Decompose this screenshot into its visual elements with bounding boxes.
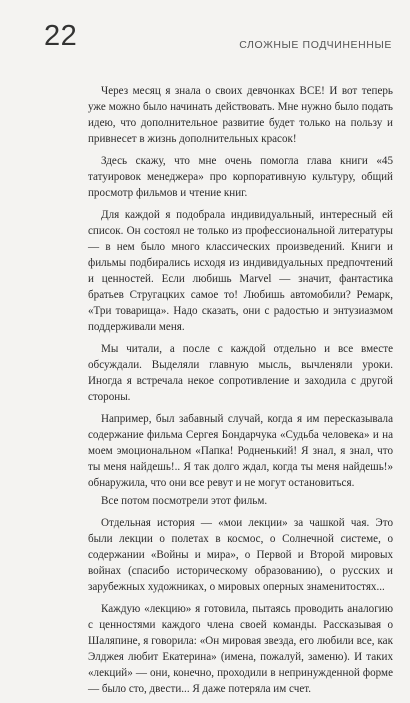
paragraph: Через месяц я знала о своих девчонках ВСЕ! И вот теперь уже можно было начинать действовать. Мне нужно было подать идею, что дополнительное развитие будет только на пользу и привнесет в жизнь дополнительных красок! xyxy=(88,85,393,145)
paragraph: Все потом посмотрели этот фильм. xyxy=(101,495,268,507)
running-header: СЛОЖНЫЕ ПОДЧИНЕННЫЕ xyxy=(239,39,392,51)
paragraph: Для каждой я подобрала индивидуальный, интересный ей список. Он состоял не только из профессиональной литературы — в нем было много классических произведений. Книги и фильмы подбирались исходя из индивидуальных предпочтений и ценностей. Если любишь Marvel — значит, фантастика братьев Стругацких самое то! Любишь автомобили? Ремарк, «Три товарища». Надо сказать, они с радостью и энтузиазмом поддерживали меня. xyxy=(88,209,393,333)
body-text xyxy=(88,83,393,703)
paragraph: Здесь скажу, что мне очень помогла глава книги «45 татуировок менеджера» про корпоративную культуру, общий просмотр фильмов и чтение книг. xyxy=(88,155,393,199)
paragraph: Каждую «лекцию» я готовила, пытаясь проводить аналогию с ценностями каждого члена своей команды. Рассказывая о Шаляпине, я говорила: «Он мировая звезда, его любили все, как Элджея любит Екатерина» (имена, пожалуй, заменю). И таких «лекций» — они, конечно, проходили в непринужденной форме — было сто, двести... Я даже потеряла им счет. xyxy=(88,603,393,695)
paragraph: Мы читали, а после с каждой отдельно и все вместе обсуждали. Выделяли главную мысль, вычленяли уроки. Иногда я встречала некое сопротивление и заходила с другой стороны. xyxy=(88,343,393,403)
paragraph: Например, был забавный случай, когда я им пересказывала содержание фильма Сергея Бондарчука «Судьба человека» и на моем эмоциональном «Папка! Родненький! Я знал, я знал, что ты меня найдешь!.. Я так долго ждал, когда ты меня найдешь!» обнаружила, что они все ревут и не могут остановиться. xyxy=(88,413,393,489)
page-number: 22 xyxy=(44,20,78,52)
paragraph: Отдельная история — «мои лекции» за чашкой чая. Это были лекции о полетах в космос, о Солнечной системе, о содержании «Войны и мира», о Первой и Второй мировых войнах (спасибо историческому образованию), о русских и зарубежных художниках, о мировых оперных знаменитостях... xyxy=(88,517,393,593)
